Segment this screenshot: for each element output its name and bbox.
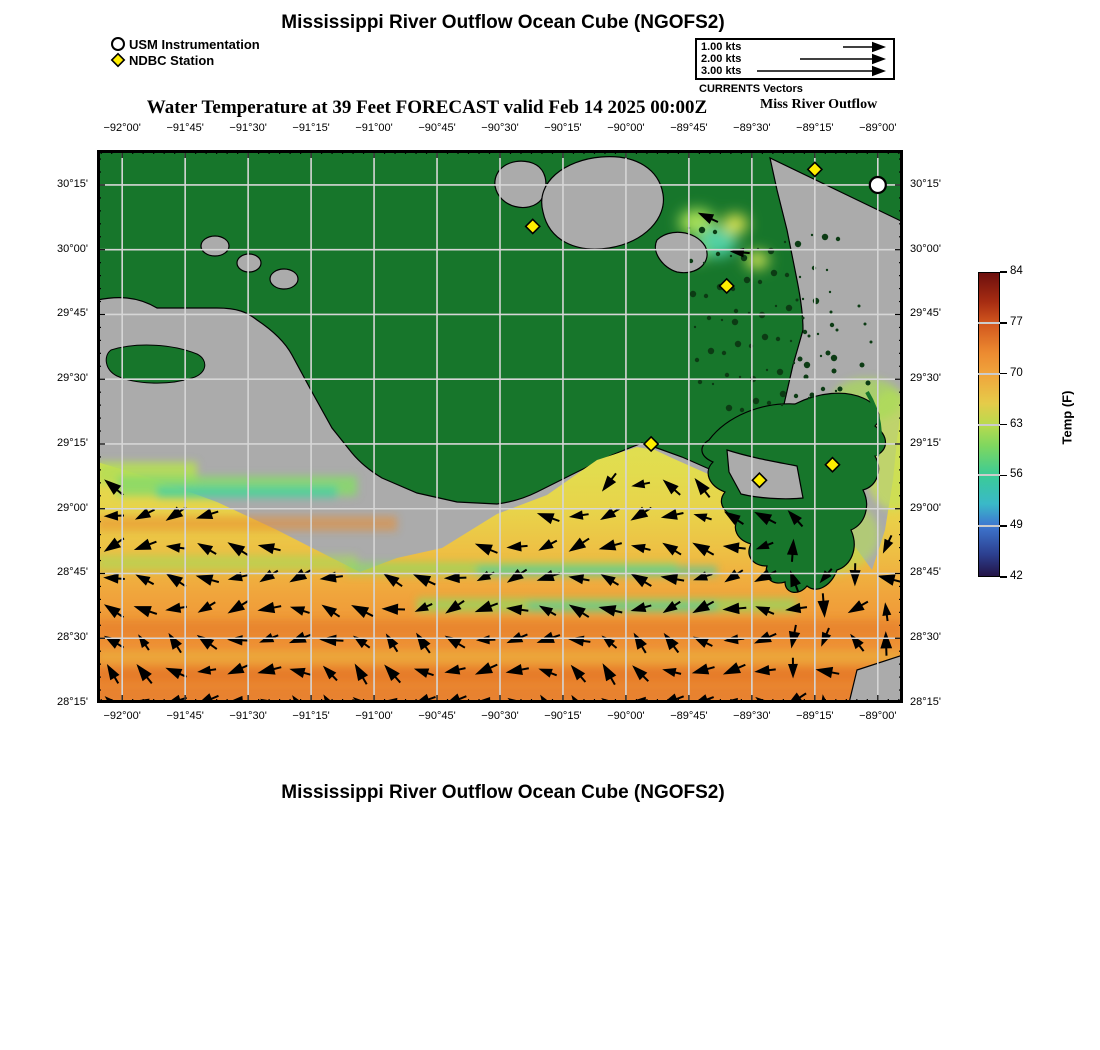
marsh-islet — [767, 401, 771, 405]
y-tick-label-right: 30°15' — [910, 177, 941, 190]
x-tick-label-bottom: −91°30' — [229, 710, 267, 722]
x-tick-label-bottom: −91°45' — [166, 710, 204, 722]
x-tick-label-top: −91°30' — [229, 122, 267, 134]
small-lake-3 — [270, 269, 298, 289]
x-tick-label-bottom: −91°00' — [355, 710, 393, 722]
colorbar-tick — [1000, 475, 1007, 477]
marsh-islet — [796, 299, 799, 302]
colorbar-tick — [1000, 424, 1007, 426]
small-lake-1 — [201, 236, 229, 256]
marsh-islet — [785, 273, 789, 277]
marsh-islet — [799, 276, 801, 278]
marsh-islet — [690, 291, 696, 297]
vector-legend-row — [701, 53, 889, 65]
marsh-islet — [768, 248, 774, 254]
marsh-islet — [810, 393, 815, 398]
marsh-islet — [821, 387, 825, 391]
colorbar-tick — [1000, 322, 1007, 324]
arrow-tail — [738, 548, 746, 549]
x-tick-label-top: −90°00' — [607, 122, 645, 134]
x-tick-label-top: −92°00' — [103, 122, 141, 134]
map-subtitle: Water Temperature at 39 Feet FORECAST valid Feb 14 2025 00:00Z — [146, 97, 708, 118]
marsh-islet — [740, 408, 744, 412]
colorbar-tick-label: 42 — [1010, 570, 1023, 582]
arrow-tail — [117, 578, 124, 579]
marsh-islet — [704, 294, 708, 298]
marsh-islet — [753, 398, 759, 404]
x-tick-label-top: −90°15' — [544, 122, 582, 134]
marsh-islet — [786, 305, 792, 311]
colorbar-tick-label: 70 — [1010, 366, 1023, 379]
arrow-tail — [768, 669, 775, 670]
y-tick-label-left: 30°00' — [57, 242, 88, 255]
colorbar-tick-label: 63 — [1010, 417, 1023, 430]
marsh-islet — [838, 387, 843, 392]
marsh-islet — [860, 363, 865, 368]
arrow-tail — [335, 576, 343, 577]
marsh-islet — [817, 333, 819, 335]
x-tick-label-bottom: −92°00' — [103, 710, 141, 722]
marsh-islet — [707, 316, 711, 320]
marsh-islet — [771, 270, 777, 276]
arrow-tail — [644, 483, 650, 484]
colorbar-tick — [978, 474, 1000, 476]
marsh-islet — [808, 397, 810, 399]
x-tick-label-top: −91°45' — [166, 122, 204, 134]
vector-legend-arrow-icon — [752, 65, 889, 77]
marsh-islet — [780, 391, 786, 397]
currents-vector-legend — [695, 38, 895, 80]
x-tick-label-top: −91°15' — [292, 122, 330, 134]
marsh-islet — [790, 340, 792, 342]
marsh-islet — [784, 241, 786, 243]
marsh-islet — [831, 355, 837, 361]
y-tick-label-right: 29°30' — [910, 372, 941, 385]
marsh-islet — [794, 394, 798, 398]
x-tick-label-bottom: −89°30' — [733, 710, 771, 722]
vector-legend-arrow-icon — [752, 41, 889, 53]
marsh-islet — [830, 311, 833, 314]
arrow-tail — [520, 546, 527, 547]
marsh-islet — [808, 335, 811, 338]
x-tick-label-bottom: −90°00' — [607, 710, 645, 722]
x-tick-label-bottom: −91°15' — [292, 710, 330, 722]
colorbar-tick — [1000, 271, 1007, 273]
x-tick-label-top: −89°30' — [733, 122, 771, 134]
x-tick-label-top: −90°45' — [418, 122, 456, 134]
marsh-islet — [804, 362, 810, 368]
marsh-islet — [712, 383, 714, 385]
marsh-islet — [699, 227, 705, 233]
ndbc-diamond-icon — [110, 52, 126, 68]
y-tick-label-left: 29°30' — [57, 372, 88, 385]
marsh-islet — [826, 351, 831, 356]
legend-row-ndbc — [110, 52, 260, 68]
y-tick-label-right: 30°00' — [910, 242, 941, 255]
marsh-islet — [864, 323, 867, 326]
x-tick-label-bottom: −90°30' — [481, 710, 519, 722]
marsh-islet — [758, 280, 762, 284]
vector-legend-arrow-icon — [752, 53, 889, 65]
map-canvas — [97, 150, 903, 703]
region-note: Miss River Outflow — [760, 97, 878, 112]
marsh-islet — [775, 305, 777, 307]
marsh-islet — [732, 319, 738, 325]
marsh-islet — [795, 241, 801, 247]
y-tick-label-left: 28°30' — [57, 631, 88, 644]
arrow-tail — [210, 669, 216, 670]
marsh-islet — [777, 369, 783, 375]
marsh-islet — [820, 355, 822, 357]
marsh-islet — [836, 329, 839, 332]
station-legend — [110, 36, 260, 68]
x-tick-label-top: −89°00' — [859, 122, 897, 134]
y-tick-label-left: 30°15' — [57, 177, 88, 190]
marsh-islet — [726, 405, 732, 411]
x-tick-label-bottom: −90°45' — [418, 710, 456, 722]
usm-station-marker — [870, 177, 886, 193]
marsh-islet — [698, 380, 702, 384]
colorbar-tick-label: 56 — [1010, 468, 1023, 481]
x-tick-label-bottom: −89°00' — [859, 710, 897, 722]
marsh-islet — [713, 230, 717, 234]
arrow-tail — [521, 610, 529, 611]
y-tick-label-right: 28°30' — [910, 631, 941, 644]
colorbar-tick-label: 49 — [1010, 519, 1023, 532]
marsh-islet — [695, 358, 699, 362]
x-tick-label-top: −89°45' — [670, 122, 708, 134]
bottom-title: Mississippi River Outflow Ocean Cube (NGOFS2) — [281, 782, 725, 803]
marsh-islet — [716, 252, 720, 256]
vector-speed-label: 3.00 kts — [701, 65, 742, 77]
vector-legend-row — [701, 65, 889, 77]
x-tick-label-bottom: −90°15' — [544, 710, 582, 722]
x-tick-label-top: −89°15' — [796, 122, 834, 134]
y-tick-label-right: 29°00' — [910, 501, 941, 514]
marsh-islet — [735, 341, 741, 347]
marsh-islet — [830, 323, 834, 327]
y-tick-label-right: 29°45' — [910, 307, 941, 320]
marsh-islet — [811, 234, 813, 236]
map-area — [97, 150, 903, 703]
marsh-islet — [866, 381, 871, 386]
marsh-islet — [734, 309, 738, 313]
arrow-head — [872, 42, 886, 52]
small-lake-2 — [237, 254, 261, 272]
y-tick-label-left: 28°45' — [57, 566, 88, 579]
arrow-tail — [887, 615, 888, 621]
marsh-islet — [813, 298, 819, 304]
arrow-tail — [800, 607, 807, 608]
colorbar-tick — [978, 525, 1000, 527]
x-tick-label-top: −90°30' — [481, 122, 519, 134]
marsh-islet — [836, 237, 840, 241]
marsh-islet — [822, 234, 828, 240]
y-tick-label-left: 29°45' — [57, 307, 88, 320]
arrow-tail — [582, 514, 589, 515]
marsh-islet — [722, 351, 726, 355]
arrow-tail — [582, 579, 589, 580]
colorbar-tick — [978, 424, 1000, 426]
x-tick-label-bottom: −89°15' — [796, 710, 834, 722]
marsh-islet — [858, 305, 861, 308]
arrow-tail — [823, 593, 824, 601]
arrow-tail — [743, 253, 750, 254]
marsh-islet — [766, 369, 768, 371]
marsh-islet — [776, 337, 780, 341]
marsh-islet — [762, 334, 768, 340]
y-tick-label-right: 28°15' — [910, 696, 941, 708]
vector-legend-row — [701, 41, 889, 53]
colorbar-tick — [978, 373, 1000, 375]
arrow-head — [872, 54, 886, 64]
y-tick-label-left: 28°15' — [57, 696, 88, 708]
colorbar-tick-label: 84 — [1010, 265, 1023, 277]
currents-vector-caption: CURRENTS Vectors — [699, 83, 803, 95]
arrow-tail — [792, 554, 793, 562]
legend-ndbc-label: NDBC Station — [129, 52, 215, 68]
marsh-islet — [802, 317, 805, 320]
marsh-islet — [835, 390, 837, 392]
page-title: Mississippi River Outflow Ocean Cube (NGOFS2) — [281, 12, 725, 33]
marsh-islet — [798, 357, 803, 362]
marsh-islet — [781, 404, 783, 406]
y-tick-label-right: 28°45' — [910, 566, 941, 579]
x-tick-label-top: −91°00' — [355, 122, 393, 134]
colorbar-tick — [1000, 373, 1007, 375]
arrow-tail — [583, 641, 591, 642]
legend-usm-label: USM Instrumentation — [129, 36, 260, 52]
marsh-islet — [802, 298, 804, 300]
usm-circle-icon — [110, 36, 126, 52]
legend-row-usm — [110, 36, 260, 52]
y-tick-label-left: 29°15' — [57, 436, 88, 449]
marsh-islet — [803, 330, 807, 334]
colorbar-title: Temp (F) — [1059, 390, 1075, 445]
marsh-islet — [703, 262, 705, 264]
colorbar-tick-label: 77 — [1010, 315, 1023, 328]
arrow-tail — [676, 579, 684, 580]
marsh-islet — [826, 269, 828, 271]
arrow-tail — [738, 608, 746, 609]
marsh-islet — [744, 277, 750, 283]
marsh-islet — [832, 369, 837, 374]
arrow-head — [872, 66, 886, 76]
marsh-islet — [708, 348, 714, 354]
vector-speed-label: 2.00 kts — [701, 53, 742, 65]
y-tick-label-left: 29°00' — [57, 501, 88, 514]
marsh-islet — [793, 362, 795, 364]
marsh-islet — [739, 376, 741, 378]
marsh-islet — [694, 326, 696, 328]
colorbar-tick — [1000, 525, 1007, 527]
y-tick-label-right: 29°15' — [910, 436, 941, 449]
colorbar-tick — [978, 322, 1000, 324]
marsh-islet — [870, 341, 873, 344]
colorbar-tick — [1000, 576, 1007, 578]
marsh-islet — [829, 291, 831, 293]
marsh-islet — [721, 319, 723, 321]
marsh-islet — [730, 255, 732, 257]
vector-speed-label: 1.00 kts — [701, 41, 742, 53]
marsh-islet — [725, 373, 729, 377]
x-tick-label-bottom: −89°45' — [670, 710, 708, 722]
